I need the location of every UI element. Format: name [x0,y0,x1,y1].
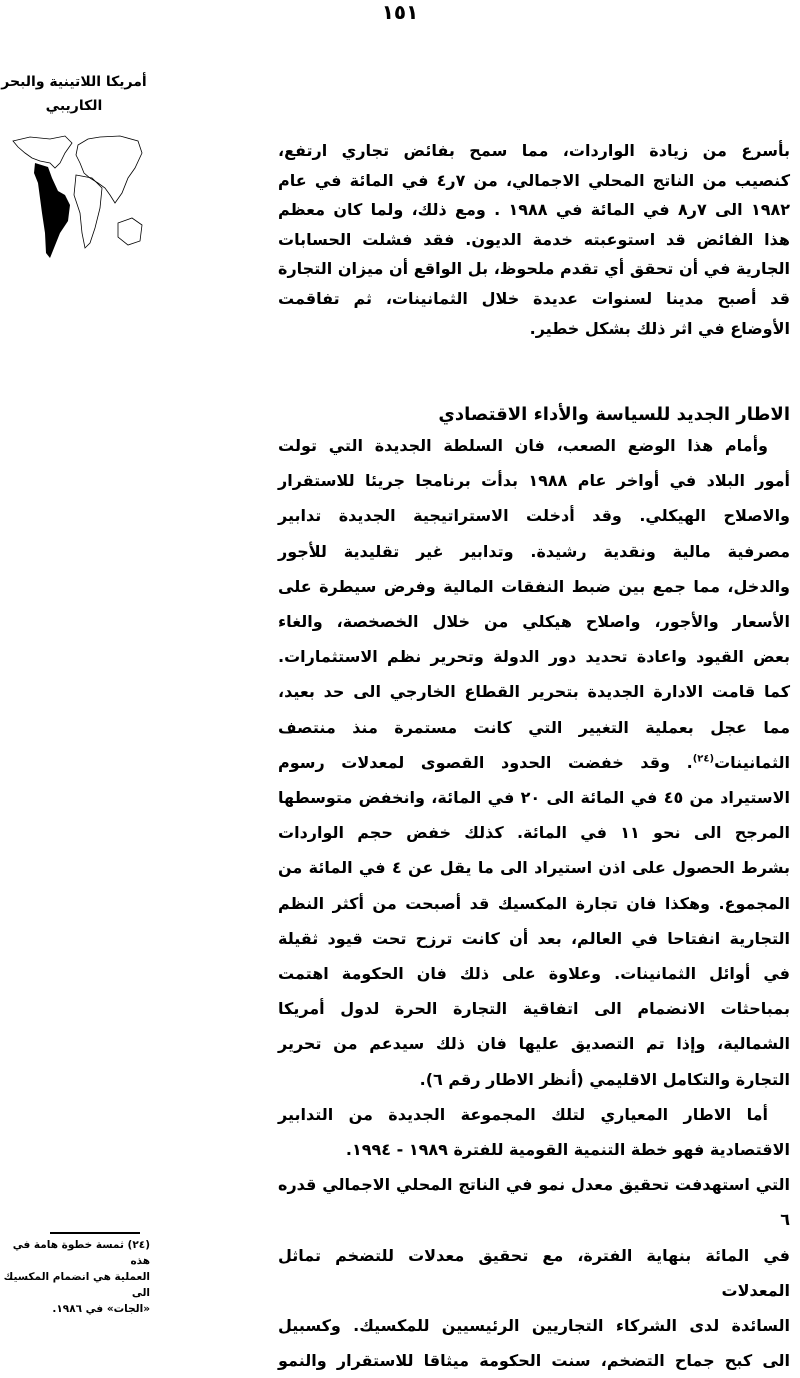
text-line: والدخل، مما جمع بين ضبط النفقات المالية وفرض سيطرة على [278,576,790,596]
footnote-line: «الجات» في ١٩٨٦. [52,1303,150,1315]
text-line: المجموع. وهكذا فان تجارة المكسيك قد أصبحت من أكثر النظم [278,893,790,913]
text-line: أما الاطار المعياري لتلك المجموعة الجديدة من التدابير [278,1104,768,1124]
text-line: التجارية انفتاحا في العالم، بعد أن كانت ترزح تحت قيود ثقيلة [278,928,790,948]
text-line: الاستيراد من ٤٥ في المائة الى ٢٠ في المائة، وانخفض متوسطها [278,788,790,808]
body-text [278,428,790,1378]
text-fragment: . وقد خفضت الحدود القصوى لمعدلات رسوم [278,752,693,772]
text-line: التجارة والتكامل الاقليمي (أنظر الاطار رقم ٦). [419,1069,790,1089]
sidebar-caption [0,70,148,118]
caption-line: الكاريبي [45,98,103,114]
text-line: المرجح الى نحو ١١ في المائة. كذلك خفض حجم الواردات [278,823,790,843]
text-line: قد أصبح مدينا لسنوات عديدة خلال الثمانينات، ثم تفاقمت [278,288,790,308]
text-line: أمور البلاد في أواخر عام ١٩٨٨ بدأت برنامجا جريئا للاستقرار [278,471,791,491]
text-line: هذا الفائض قد استوعبته خدمة الديون. فقد فشلت الحسابات [278,229,790,249]
footnote-line: (٢٤) ثمسة خطوة هامة في هذه [12,1239,150,1267]
text-line: مما عجل بعملية التغيير التي كانت مستمرة منذ منتصف [278,717,790,737]
text-line: بعض القيود واعادة تحديد دور الدولة وتحرير نظم الاستثمارات. [278,647,790,667]
intro-paragraph [278,136,790,343]
text-line: وأمام هذا الوضع الصعب، فان السلطة الجديدة التي تولت [278,436,768,455]
footnote-line: العملية هي انضمام المكسيك الى [3,1271,150,1299]
text-line: في المائة بنهاية الفترة، مع تحقيق معدلات للتضخم تماثل المعدلات [278,1245,790,1300]
world-map-latin-america [10,133,145,263]
caption-line: أمريكا اللاتينية والبحر [1,74,147,90]
footnote [0,1237,150,1317]
text-line: السائدة لدى الشركاء التجاريين الرئيسيين للمكسيك. وكسبيل [278,1316,790,1336]
text-line: الى كبح جماح التضخم، سنت الحكومة ميثاقا للاستقرار والنمو [278,1351,790,1371]
text-line: كما قامت الادارة الجديدة بتحرير القطاع الخارجي الى حد بعيد، [278,682,790,702]
text-line: ١٩٨٢ الى ٧ر٨ في المائة في ١٩٨٨ . ومع ذلك، ولما كان معظم [278,200,791,220]
text-line: بأسرع من زيادة الواردات، مما سمح بفائض تجاري ارتفع، [278,141,790,160]
text-line: في أوائل الثمانينات. وعلاوة على ذلك فان الحكومة اهتمت [278,964,790,984]
text-line: الأوضاع في اثر ذلك بشكل خطير. [529,318,790,338]
text-fragment: الثمانينات [714,752,790,772]
text-line: الأسعار والأجور، واصلاح هيكلي من خلال الخصخصة، والغاء [278,612,790,632]
text-line: الشمالية، وإذا تم التصديق عليها فان ذلك سيدعم من تحرير [278,1034,790,1054]
text-line [278,745,790,780]
text-line: التي استهدفت تحقيق معدل نمو في الناتج المحلي الاجمالي قدره ٦ [278,1175,790,1230]
footnote-reference[interactable]: (٢٤) [692,753,715,765]
text-line: الجارية في أن تحقق أي تقدم ملحوظ، بل الواقع أن ميزان التجارة [278,259,790,279]
page-number: ١٥١ [381,0,419,24]
text-line: مصرفية مالية ونقدية رشيدة. وتدابير غير تقليدية للأجور [278,541,790,561]
text-line: الاقتصادية فهو خطة التنمية القومية للفترة ١٩٨٩ - ١٩٩٤. [345,1140,790,1160]
text-line: كنصيب من الناتج المحلي الاجمالي، من ٧ر٤ في المائة في عام [278,170,790,190]
footnote-divider [50,1232,140,1234]
text-line: بمباحثات الانضمام الى اتفاقية التجارة الحرة لدول أمريكا [278,999,790,1019]
text-line: بشرط الحصول على اذن استيراد الى ما يقل عن ٤ في المائة من [278,858,790,878]
section-heading: الاطار الجديد للسياسة والأداء الاقتصادي [438,404,790,425]
text-line: والاصلاح الهيكلي. وقد أدخلت الاستراتيجية الجديدة تدابير [278,506,790,526]
